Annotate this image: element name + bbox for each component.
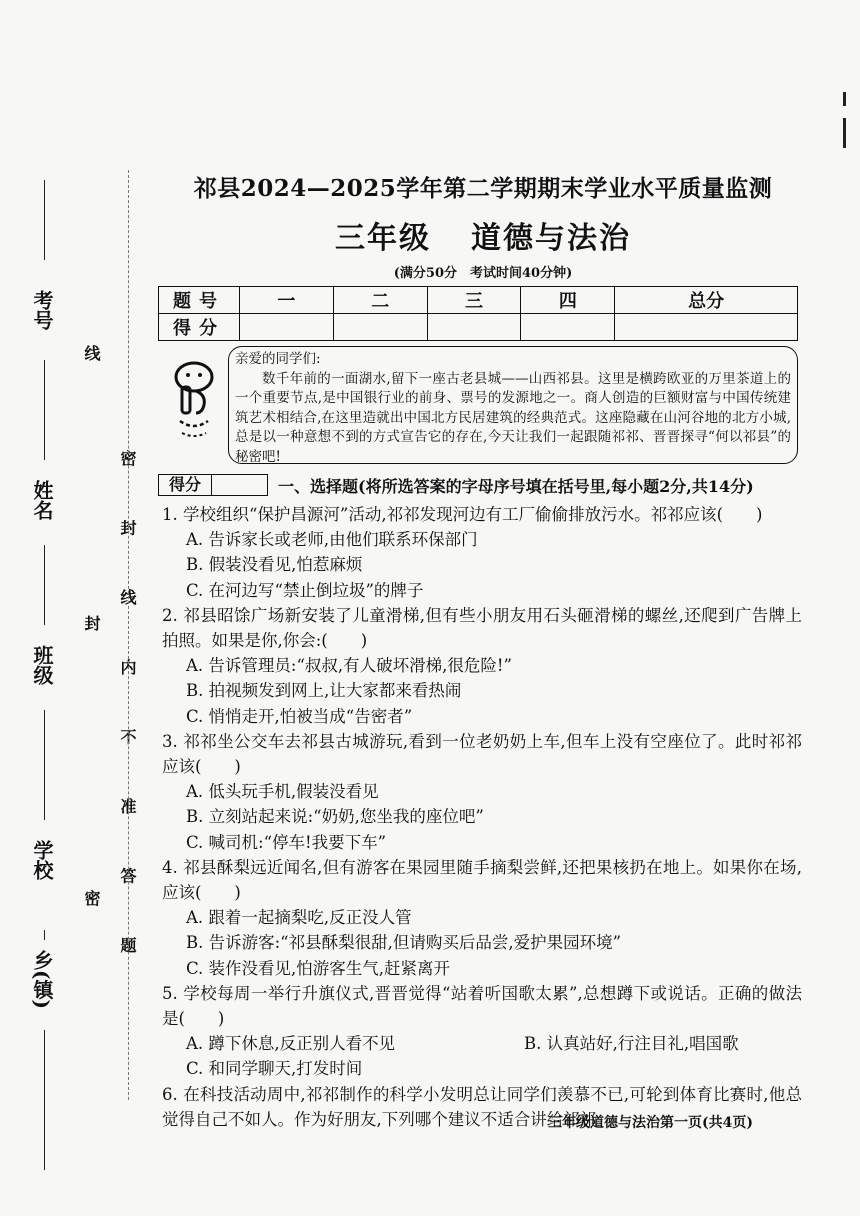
score-table-cell: 总分: [615, 287, 798, 314]
question-item: [162, 603, 802, 729]
exam-subtitle: [158, 213, 808, 257]
question-item: [162, 855, 802, 981]
score-input-cell[interactable]: [521, 314, 615, 341]
section-1-title: 一、选择题(将所选答案的字母序号填在括号里,每小题2分,共14分): [278, 476, 754, 496]
question-stem: 3. 祁祁坐公交车去祁县古城游玩,看到一位老奶奶上车,但车上没有空座位了。此时祁祁应该( ): [162, 731, 802, 777]
seal-dashed-line: [128, 170, 129, 1100]
xingming-label: 姓名: [30, 480, 54, 520]
question-option: B. 认真站好,行注目礼,唱国歌: [524, 1034, 739, 1054]
exam-meta: (满分50分 考试时间40分钟): [393, 266, 573, 281]
intro-text: 数千年前的一面湖水,留下一座古老县城——山西祁县。这里是横跨欧亚的万里茶道上的一个重要节点,是中国银行业的前身、票号的发源地之一。商人创造的巨额财富与中国传统建筑艺术相结合,在这里造就出中国北方民居建筑的经典范式。这座隐藏在山河谷地的北方小城,总是以一种意想不到的方式宣告它的存在,今天让我们一起跟随祁祁、晋晋探寻“何以祁县”的秘密吧!: [235, 370, 791, 465]
question-option: C. 悄悄走开,怕被当成“告密者”: [186, 706, 413, 726]
question-option: A. 告诉家长或老师,由他们联系环保部门: [186, 530, 478, 550]
question-item: [162, 729, 802, 855]
question-option: A. 蹲下休息,反正别人看不见: [186, 1034, 396, 1054]
kaohao-line: [44, 180, 45, 260]
question-option: B. 告诉游客:“祁县酥梨很甜,但请购买后品尝,爱护果园环境”: [186, 933, 622, 953]
question-item: [162, 981, 802, 1082]
edge-mark: [843, 118, 846, 148]
score-input-cell[interactable]: [240, 314, 334, 341]
grade-label: 三年级: [335, 221, 431, 256]
score-table-cell: 四: [521, 287, 615, 314]
mi-mark: 密: [82, 890, 101, 906]
question-stem: 5. 学校每周一举行升旗仪式,晋晋觉得“站着听国歌太累”,总想蹲下或说话。正确的做法是( ): [162, 983, 802, 1029]
exam-title: 祁县2024—2025学年第二学期期末学业水平质量监测: [193, 175, 773, 202]
page-footer: 三年级道德与法治第一页(共4页): [548, 1115, 753, 1131]
score-table-cell: 得分: [159, 314, 240, 341]
xiangzhen-line: [44, 1030, 45, 1170]
section-1-header: [158, 472, 808, 498]
xiangzhen-line-top: [44, 930, 45, 940]
question-option: A. 告诉管理员:“叔叔,有人破坏滑梯,很危险!”: [186, 656, 512, 676]
banji-line: [44, 545, 45, 625]
question-stem: 1. 学校组织“保护昌源河”活动,祁祁发现河边有工厂偷偷排放污水。祁祁应该( ): [162, 505, 763, 524]
question-option-row: [162, 1031, 802, 1056]
score-table-score-row: [159, 314, 798, 341]
subject-label: 道德与法治: [471, 221, 631, 256]
xingming-line: [44, 360, 45, 460]
score-input-cell[interactable]: [333, 314, 427, 341]
question-stem: 2. 祁县昭馀广场新安装了儿童滑梯,但有些小朋友用石头砸滑梯的螺丝,还爬到广告牌上拍照。如果是你,你会:( ): [162, 605, 802, 651]
intro-greeting: 亲爱的同学们:: [235, 351, 321, 367]
score-table: [158, 286, 798, 341]
score-table-header-row: [159, 287, 798, 314]
score-table-cell: 题号: [159, 287, 240, 314]
section-score-label: 得分: [159, 475, 212, 495]
score-table-cell: 三: [427, 287, 521, 314]
xuexiao-label: 学校: [30, 840, 54, 880]
question-option: C. 装作没看见,怕游客生气,赶紧离开: [186, 958, 451, 978]
intro-box: [228, 346, 798, 464]
question-option: C. 和同学聊天,打发时间: [186, 1059, 363, 1079]
questions-list: [162, 502, 802, 1132]
score-input-cell[interactable]: [615, 314, 798, 341]
question-item: [162, 502, 802, 603]
xuexiao-line: [44, 710, 45, 820]
score-table-cell: 一: [240, 287, 334, 314]
feng-mark: 封: [82, 615, 101, 631]
question-option: B. 立刻站起来说:“奶奶,您坐我的座位吧”: [186, 807, 484, 827]
question-stem: 6. 在科技活动周中,祁祁制作的科学小发明总让同学们羡慕不已,可轮到体育比赛时,他总觉得自己不如人。作为好朋友,下列哪个建议不适合讲给祁祁: [162, 1084, 802, 1129]
question-option: C. 喊司机:“停车!我要下车”: [186, 832, 387, 852]
section-score-box: [158, 474, 268, 496]
question-option: A. 跟着一起摘梨吃,反正没人管: [186, 908, 412, 928]
xian-mark: 线: [82, 345, 101, 361]
edge-mark: [843, 92, 846, 106]
xiangzhen-label: 乡(镇): [30, 950, 54, 1009]
score-table-cell: 二: [333, 287, 427, 314]
question-option: B. 假装没看见,怕惹麻烦: [186, 555, 363, 575]
score-input-cell[interactable]: [427, 314, 521, 341]
question-option: A. 低头玩手机,假装没看见: [186, 782, 379, 802]
question-stem: 4. 祁县酥梨远近闻名,但有游客在果园里随手摘梨尝鲜,还把果核扔在地上。如果你在场,应该( ): [162, 857, 802, 903]
seal-line-text: 密 封 线 内 不 准 答 题: [118, 450, 137, 977]
kaohao-label: 考号: [30, 290, 54, 330]
mascot-icon: [168, 355, 220, 445]
question-option: C. 在河边写“禁止倒垃圾”的牌子: [186, 580, 424, 600]
question-option: B. 拍视频发到网上,让大家都来看热闹: [186, 681, 462, 701]
banji-label: 班级: [30, 645, 54, 685]
